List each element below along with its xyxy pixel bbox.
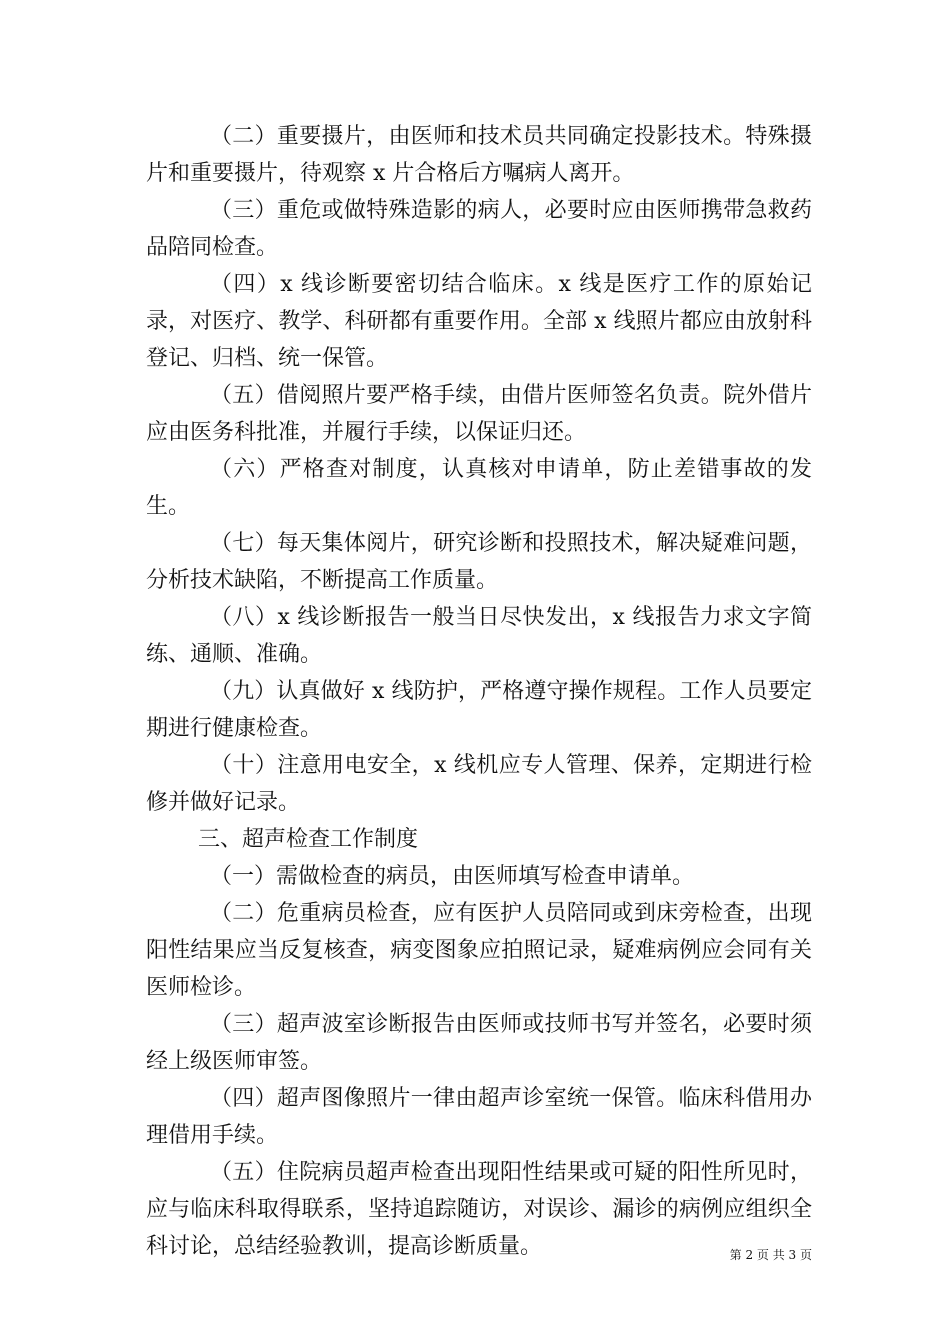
page-number-footer: 第 2 页 共 3 页 [729,1248,812,1262]
paragraph-us-5-follow-up: （五）住院病员超声检查出现阳性结果或可疑的阳性所见时，应与临床科取得联系，坚持追踪随访，对误诊、漏诊的病例应组织全科讨论，总结经验教训，提高诊断质量。 [146,1160,812,1259]
paragraph-4-xray-diagnosis: （四）x 线诊断要密切结合临床。x 线是医疗工作的原始记录，对医疗、教学、科研都有重要作用。全部 x 线照片都应由放射科登记、归档、统一保管。 [146,272,812,371]
paragraph-10-electrical-safety: （十）注意用电安全，x 线机应专人管理、保养，定期进行检修并做好记录。 [146,753,812,815]
paragraph-5-film-borrowing: （五）借阅照片要严格手续，由借片医师签名负责。院外借片应由医务科批准，并履行手续，以保证归还。 [146,383,812,445]
paragraph-6-checking-system: （六）严格查对制度，认真核对申请单，防止差错事故的发生。 [146,457,812,519]
paragraph-9-radiation-protection: （九）认真做好 x 线防护，严格遵守操作规程。工作人员要定期进行健康检查。 [146,679,812,741]
paragraph-us-2-critical-patients: （二）危重病员检查，应有医护人员陪同或到床旁检查，出现阳性结果应当反复核查，病变图象应拍照记录，疑难病例应会同有关医师检诊。 [146,901,812,1000]
document-body [146,118,812,1265]
paragraph-8-report-timing: （八）x 线诊断报告一般当日尽快发出，x 线报告力求文字简练、通顺、准确。 [146,605,812,667]
paragraph-2-important-radiography: （二）重要摄片，由医师和技术员共同确定投影技术。特殊摄片和重要摄片，待观察 x 片合格后方嘱病人离开。 [146,124,812,186]
section-heading-ultrasound: 三、超声检查工作制度 [198,827,419,852]
paragraph-7-group-reading: （七）每天集体阅片，研究诊断和投照技术，解决疑难问题，分析技术缺陷，不断提高工作质量。 [146,531,812,593]
paragraph-us-4-image-storage: （四）超声图像照片一律由超声诊室统一保管。临床科借用办理借用手续。 [146,1086,812,1148]
paragraph-us-3-report-signing: （三）超声波室诊断报告由医师或技师书写并签名，必要时须经上级医师审签。 [146,1012,812,1074]
paragraph-3-critical-patients: （三）重危或做特殊造影的病人，必要时应由医师携带急救药品陪同检查。 [146,198,812,260]
paragraph-us-1-request-form: （一）需做检查的病员，由医师填写检查申请单。 [210,864,695,889]
